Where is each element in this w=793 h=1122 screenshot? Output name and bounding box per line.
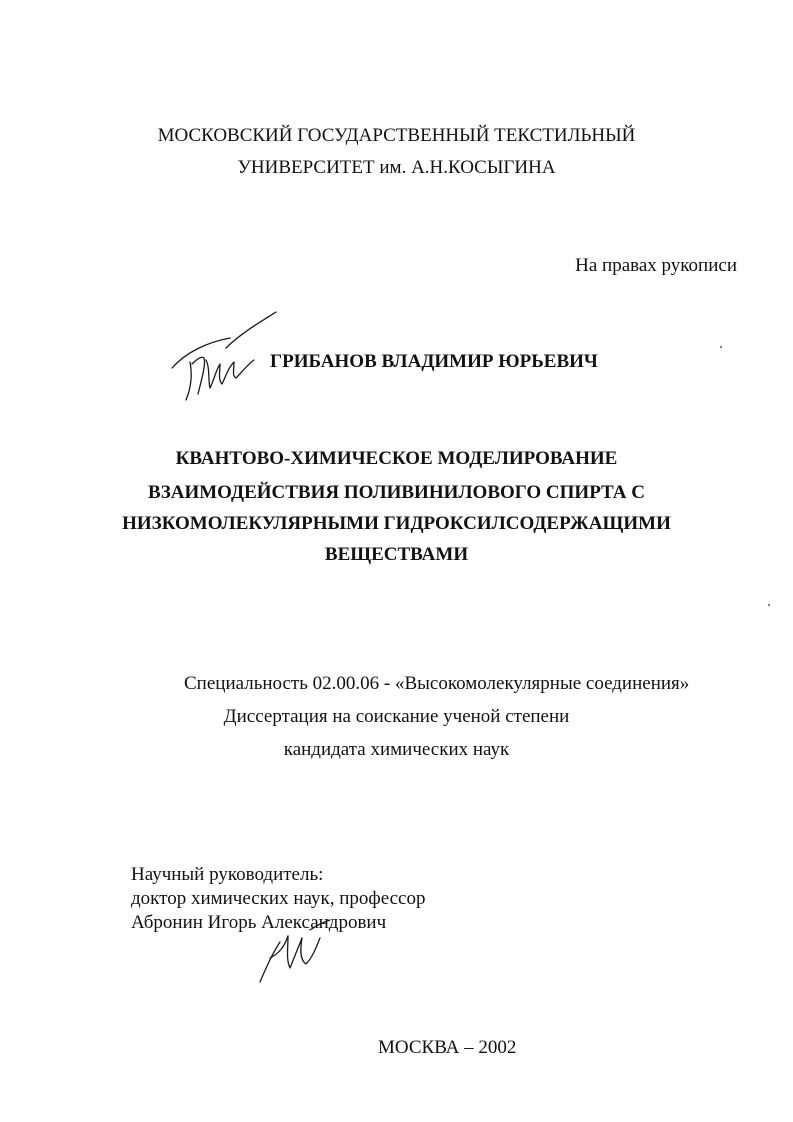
- institution-line-2: УНИВЕРСИТЕТ им. А.Н.КОСЫГИНА: [237, 157, 556, 178]
- degree-line-1: Диссертация на соискание ученой степени: [223, 706, 570, 727]
- title-line-2: ВЗАИМОДЕЙСТВИЯ ПОЛИВИНИЛОВОГО СПИРТА С: [148, 482, 645, 503]
- scan-speck: [720, 346, 722, 348]
- degree-line-2: кандидата химических наук: [283, 739, 510, 760]
- supervisor-label: Научный руководитель:: [131, 864, 324, 885]
- supervisor-name: Абронин Игорь Александрович: [131, 912, 387, 933]
- supervisor-rank: доктор химических наук, профессор: [131, 888, 426, 909]
- manuscript-note: На правах рукописи: [575, 255, 737, 276]
- scan-speck: [768, 604, 770, 606]
- title-line-4: ВЕЩЕСТВАМИ: [324, 544, 469, 565]
- author-name: ГРИБАНОВ ВЛАДИМИР ЮРЬЕВИЧ: [270, 351, 598, 372]
- title-line-3: НИЗКОМОЛЕКУЛЯРНЫМИ ГИДРОКСИЛСОДЕРЖАЩИМИ: [122, 513, 671, 534]
- footer-city-year: МОСКВА – 2002: [378, 1037, 517, 1058]
- author-signature-icon: [168, 308, 283, 406]
- supervisor-signature-icon: [254, 918, 334, 986]
- institution-line-1: МОСКОВСКИЙ ГОСУДАРСТВЕННЫЙ ТЕКСТИЛЬНЫЙ: [157, 125, 636, 146]
- specialty: Специальность 02.00.06 - «Высокомолекулярные соединения»: [184, 673, 690, 694]
- title-line-1: КВАНТОВО-ХИМИЧЕСКОЕ МОДЕЛИРОВАНИЕ: [175, 448, 618, 469]
